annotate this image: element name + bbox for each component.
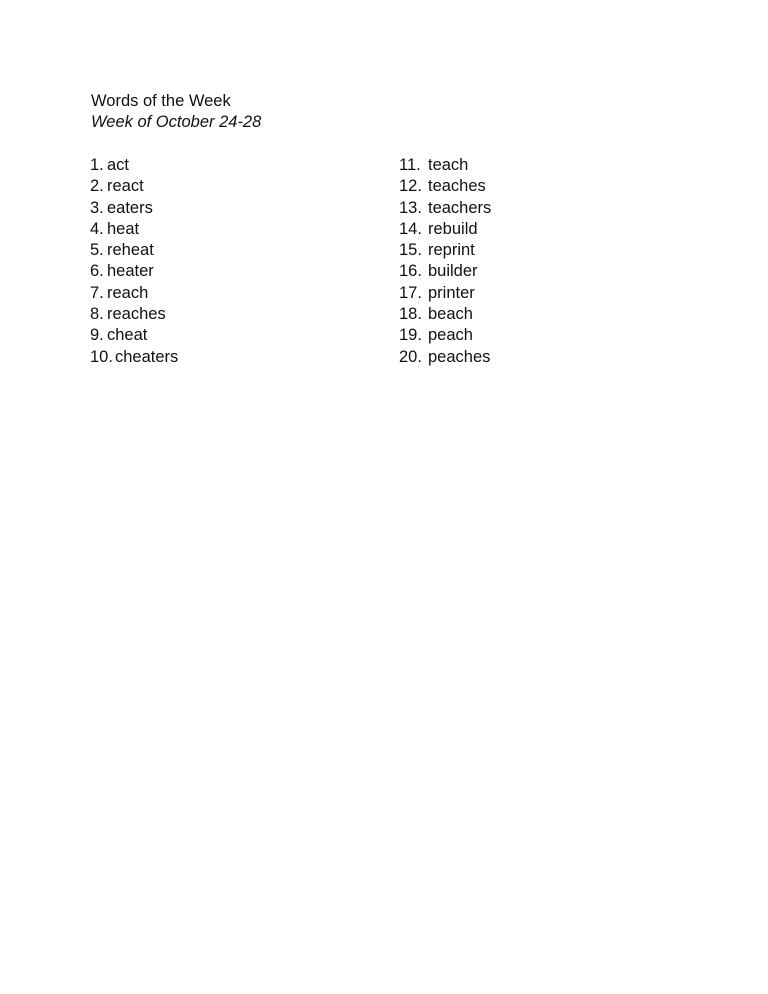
word-text: reaches <box>107 305 166 324</box>
word-item-19 <box>399 325 659 346</box>
word-item-18 <box>399 304 659 325</box>
word-item-15 <box>399 240 659 261</box>
word-number: 16. <box>399 262 422 281</box>
word-item-5 <box>90 240 350 261</box>
word-text: act <box>107 156 130 174</box>
word-text: cheat <box>107 326 148 345</box>
word-number: 3. <box>90 198 104 217</box>
word-text: peach <box>428 326 473 345</box>
word-list-right <box>399 155 659 368</box>
word-item-2 <box>90 176 350 197</box>
word-item-9 <box>90 325 350 346</box>
word-number: 10. <box>90 347 113 366</box>
word-item-3 <box>90 198 350 219</box>
word-item-7 <box>90 283 350 304</box>
word-number: 1. <box>90 156 104 174</box>
word-text: heat <box>107 219 140 238</box>
word-number: 6. <box>90 262 104 281</box>
page-subtitle: Week of October 24-28 <box>91 113 262 131</box>
word-number: 20. <box>399 347 422 366</box>
word-text: teach <box>428 156 469 174</box>
word-text: heater <box>107 262 154 281</box>
word-item-14 <box>399 219 659 240</box>
word-item-20 <box>399 347 659 368</box>
word-number: 5. <box>90 241 104 260</box>
word-number: 18. <box>399 305 422 324</box>
word-text: peaches <box>428 347 491 366</box>
word-text: builder <box>428 262 478 281</box>
word-item-8 <box>90 304 350 325</box>
word-text: printer <box>428 283 475 302</box>
word-number: 8. <box>90 305 104 324</box>
word-text: teaches <box>428 177 486 196</box>
word-text: react <box>107 177 144 196</box>
word-item-1 <box>90 155 350 176</box>
word-item-11 <box>399 155 659 176</box>
word-number: 13. <box>399 198 422 217</box>
word-number: 14. <box>399 219 422 238</box>
word-text: rebuild <box>428 219 478 238</box>
word-text: beach <box>428 305 473 324</box>
word-item-12 <box>399 176 659 197</box>
word-item-6 <box>90 261 350 282</box>
word-text: reprint <box>428 241 475 260</box>
word-number: 4. <box>90 219 104 238</box>
word-number: 15. <box>399 241 422 260</box>
word-text: teachers <box>428 198 492 217</box>
page-title: Words of the Week <box>91 92 231 110</box>
word-item-16 <box>399 261 659 282</box>
word-number: 19. <box>399 326 422 345</box>
word-text: reach <box>107 283 149 302</box>
word-number: 11. <box>399 156 421 174</box>
word-text: reheat <box>107 241 154 260</box>
word-text: cheaters <box>115 347 179 366</box>
word-number: 17. <box>399 283 422 302</box>
word-number: 7. <box>90 283 104 302</box>
word-item-17 <box>399 283 659 304</box>
word-number: 9. <box>90 326 104 345</box>
word-item-4 <box>90 219 350 240</box>
word-number: 2. <box>90 177 104 196</box>
word-text: eaters <box>107 198 153 217</box>
word-list-left <box>90 155 350 368</box>
word-number: 12. <box>399 177 422 196</box>
word-item-10 <box>90 347 350 368</box>
word-item-13 <box>399 198 659 219</box>
